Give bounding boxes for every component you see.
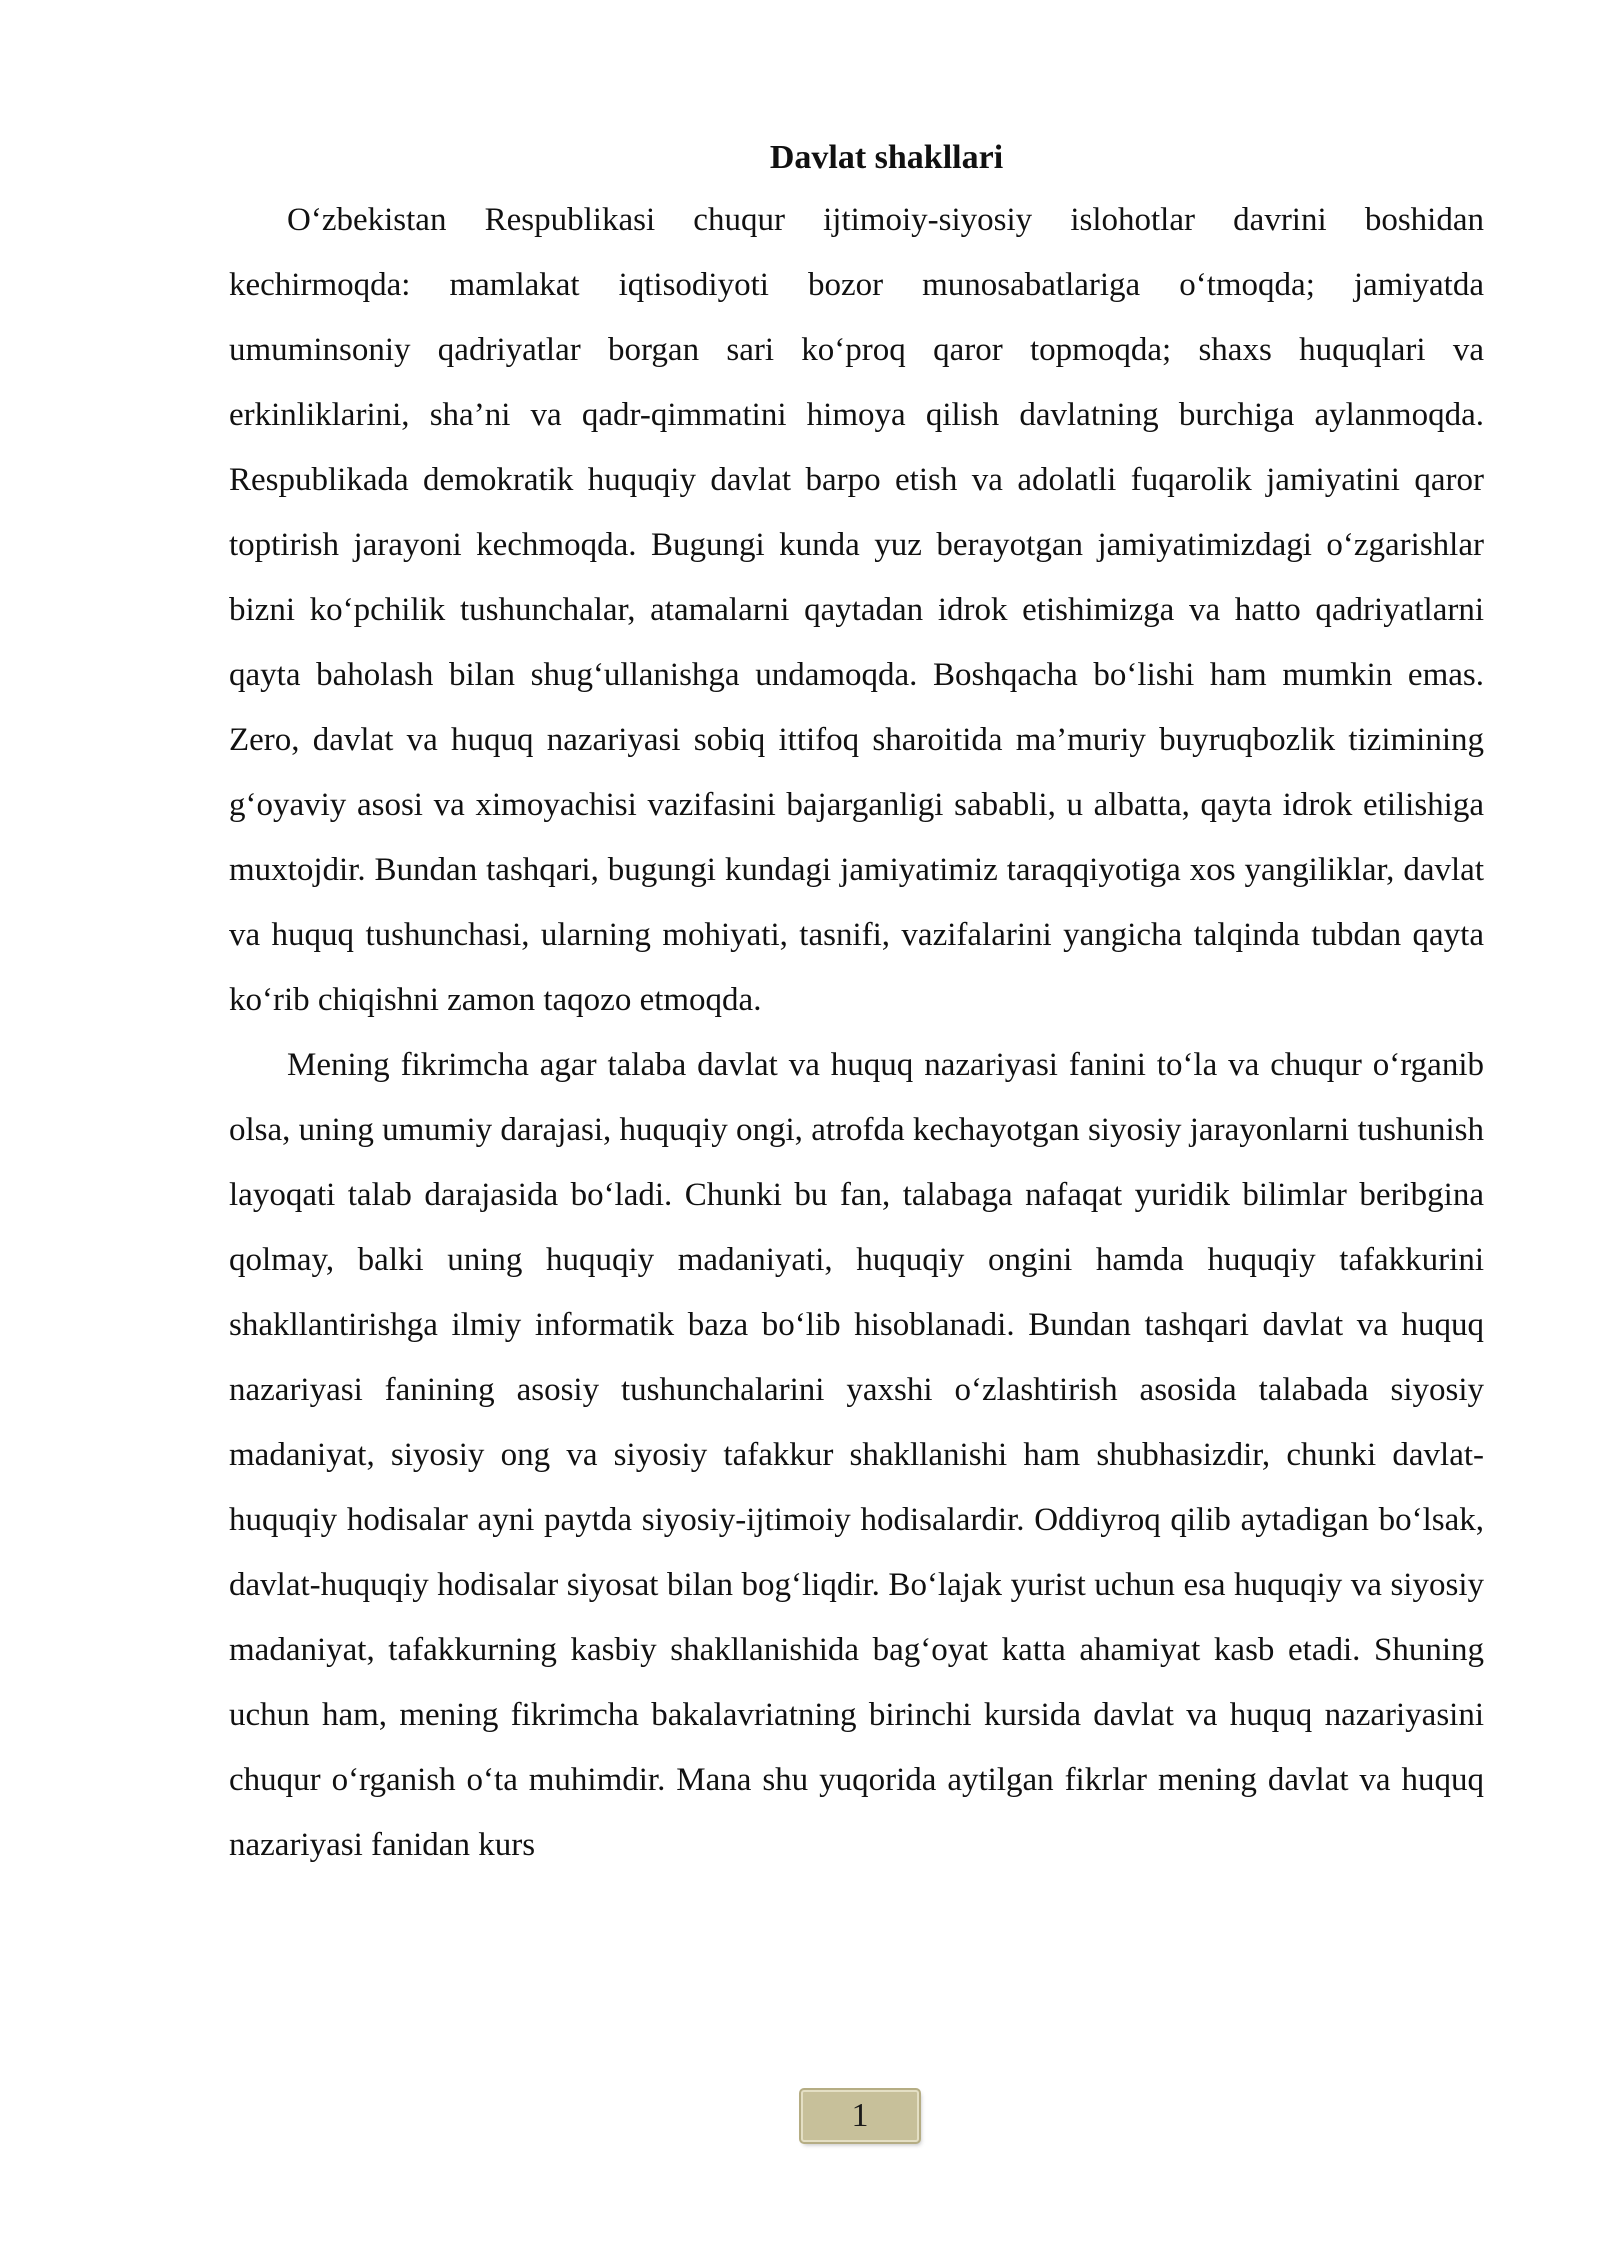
paragraph-1: O‘zbekistan Respublikasi chuqur ijtimoiy-siyosiy islohotlar davrini boshidan kechirmoqda: mamlakat iqtisodiyoti bozor munosabatlariga o‘tmoqda; jamiyatda umuminsoniy qadriyatlar borgan sari ko‘proq qaror topmoqda; shaxs huquqlari va erkinliklarini, sha’ni va qadr-qimmatini himoya qilish davlatning burchiga aylanmoqda. Respublikada demokratik huquqiy davlat barpo etish va adolatli fuqarolik jamiyatini qaror toptirish jarayoni kechmoqda. Bugungi kunda yuz berayotgan jamiyatimizdagi o‘zgarishlar bizni ko‘pchilik tushunchalar, atamalarni qaytadan idrok etishimizga va hatto qadriyatlarni qayta baholash bilan shug‘ullanishga undamoqda. Boshqacha bo‘lishi ham mumkin emas. Zero, davlat va huquq nazariyasi sobiq ittifoq sharoitida ma’muriy buyruqbozlik tizimining g‘oyaviy asosi va ximoyachisi vazifasini bajarganligi sababli, u albatta, qayta idrok etilishiga muxtojdir. Bundan tashqari, bugungi kundagi jamiyatimiz taraqqiyotiga xos yangiliklar, davlat va huquq tushunchasi, ularning mohiyati, tasnifi, vazifalarini yangicha talqinda tubdan qayta ko‘rib chiqishni zamon taqozo etmoqda.: [229, 202, 1484, 1018]
paragraph-2: Mening fikrimcha agar talaba davlat va huquq nazariyasi fanini to‘la va chuqur o‘rganib olsa, uning umumiy darajasi, huquqiy ongi, atrofda kechayotgan siyosiy jarayonlarni tushunish layoqati talab darajasida bo‘ladi. Chunki bu fan, talabaga nafaqat yuridik bilimlar beribgina qolmay, balki uning huquqiy madaniyati, huquqiy ongini hamda huquqiy tafakkurini shakllantirishga ilmiy informatik baza bo‘lib hisoblanadi. Bundan tashqari davlat va huquq nazariyasi fanining asosiy tushunchalarini yaxshi o‘zlashtirish asosida talabada siyosiy madaniyat, siyosiy ong va siyosiy tafakkur shakllanishi ham shubhasizdir, chunki davlat-huquqiy hodisalar ayni paytda siyosiy-ijtimoiy hodisalardir. Oddiyroq qilib aytadigan bo‘lsak, davlat-huquqiy hodisalar siyosat bilan bog‘liqdir. Bo‘lajak yurist uchun esa huquqiy va siyosiy madaniyat, tafakkurning kasbiy shakllanishida bag‘oyat katta ahamiyat kasb etadi. Shuning uchun ham, mening fikrimcha bakalavriatning birinchi kursida davlat va huquq nazariyasini chuqur o‘rganish o‘ta muhimdir. Mana shu yuqorida aytilgan fikrlar mening davlat va huquq nazariyasi fanidan kurs: [229, 1047, 1484, 1863]
page-number-badge: [801, 2090, 919, 2142]
document-title: Davlat shakllari: [769, 139, 1004, 176]
document-body: [229, 128, 1484, 1878]
page-number: 1: [851, 2097, 869, 2134]
